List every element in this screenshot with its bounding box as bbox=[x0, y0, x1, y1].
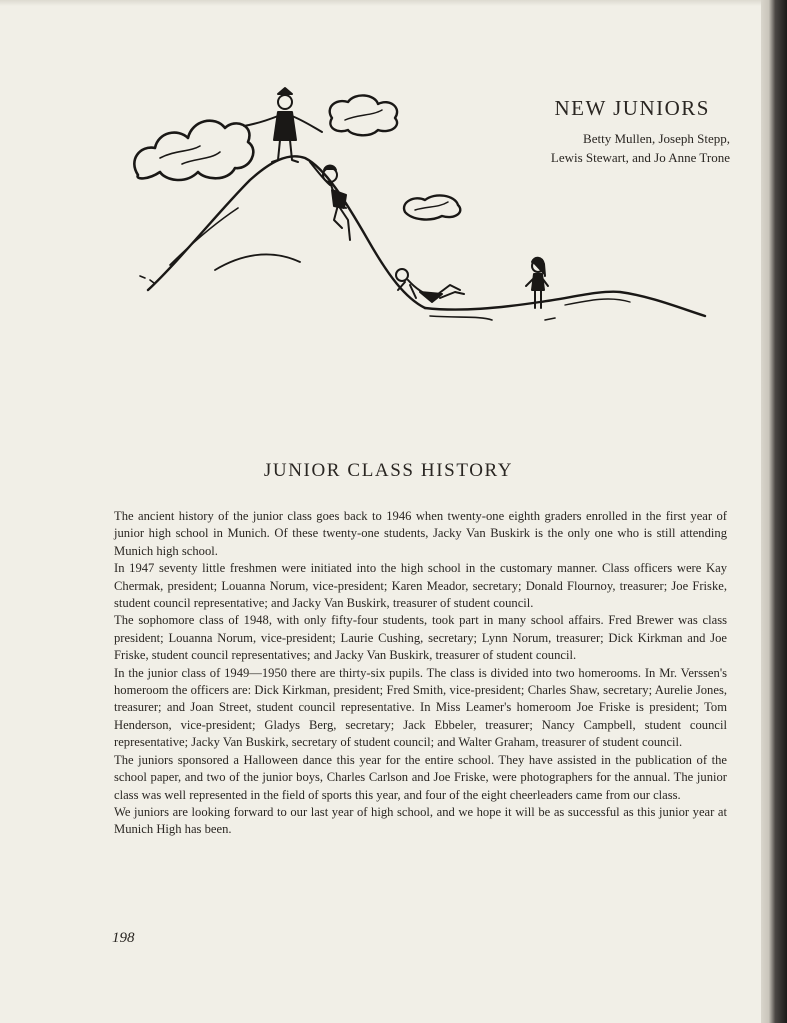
paragraph: In the junior class of 1949—1950 there are thirty-six pupils. The class is divided into two homerooms. In Mr. Verssen's homeroom the officers are: Dick Kirkman, president; Fred Smith, vice-president; Charles Shaw, secretary; Aurelie Jones, treasurer; and Joan Street, student council representative. In Miss Leamer's homeroom Joe Friske is president; Tom Henderson, vice-president; Gladys Berg, secretary; Jack Ebbeler, treasurer; Nancy Campbell, student council representative; Jacky Van Buskirk, secretary of student council; and Walter Graham, treasurer of student council. bbox=[114, 665, 727, 750]
class-history-text bbox=[114, 508, 727, 839]
page-number: 198 bbox=[112, 930, 135, 946]
new-juniors-names-line1: Betty Mullen, Joseph Stepp, bbox=[583, 131, 730, 146]
figure-fallen bbox=[396, 269, 464, 302]
paragraph: In 1947 seventy little freshmen were initiated into the high school in the customary manner. Class officers were Kay Chermak, president; Louanna Norum, vice-president; Karen Meador, secretary; Donald Flournoy, treasurer; Joe Friske, student council representative; and Jacky Van Buskirk, treasurer of student council. bbox=[114, 561, 727, 611]
cloud-left bbox=[134, 121, 253, 180]
figure-on-summit bbox=[244, 88, 322, 162]
paragraph: The juniors sponsored a Halloween dance this year for the entire school. They have assisted in the publication of the school paper, and two of the junior boys, Charles Carlson and Joe Friske, were photographers for the annual. The junior class was well represented in the field of sports this year, and four of the eight cheerleaders came from our class. bbox=[114, 752, 727, 802]
new-juniors-names bbox=[480, 129, 730, 167]
figure-climbing bbox=[310, 162, 350, 240]
paragraph: The ancient history of the junior class goes back to 1946 when twenty-one eighth graders enrolled in the first year of junior high school in Munich. Of these twenty-one students, Jacky Van Buskirk is the only one who is still attending Munich high school. bbox=[114, 509, 727, 558]
ground-line bbox=[425, 292, 705, 316]
new-juniors-names-line2: Lewis Stewart, and Jo Anne Trone bbox=[550, 150, 730, 165]
paragraph: We juniors are looking forward to our last year of high school, and we hope it will be as successful as this junior year at Munich High has been. bbox=[114, 804, 727, 837]
new-juniors-caption bbox=[480, 96, 730, 167]
page-binding-edge bbox=[761, 0, 787, 1023]
new-juniors-title: NEW JUNIORS bbox=[554, 96, 710, 120]
paragraph: The sophomore class of 1948, with only fifty-four students, took part in many school affairs. Fred Brewer was class president; Louanna Norum, vice-president; Laurie Cushing, secretary; Lynn Norum, treasurer; Dick Kirkman and Joe Friske, student council representatives; and Jacky Van Buskirk, treasurer of student council. bbox=[114, 613, 727, 663]
page-title: JUNIOR CLASS HISTORY bbox=[263, 460, 514, 481]
page-top-edge bbox=[0, 0, 787, 6]
